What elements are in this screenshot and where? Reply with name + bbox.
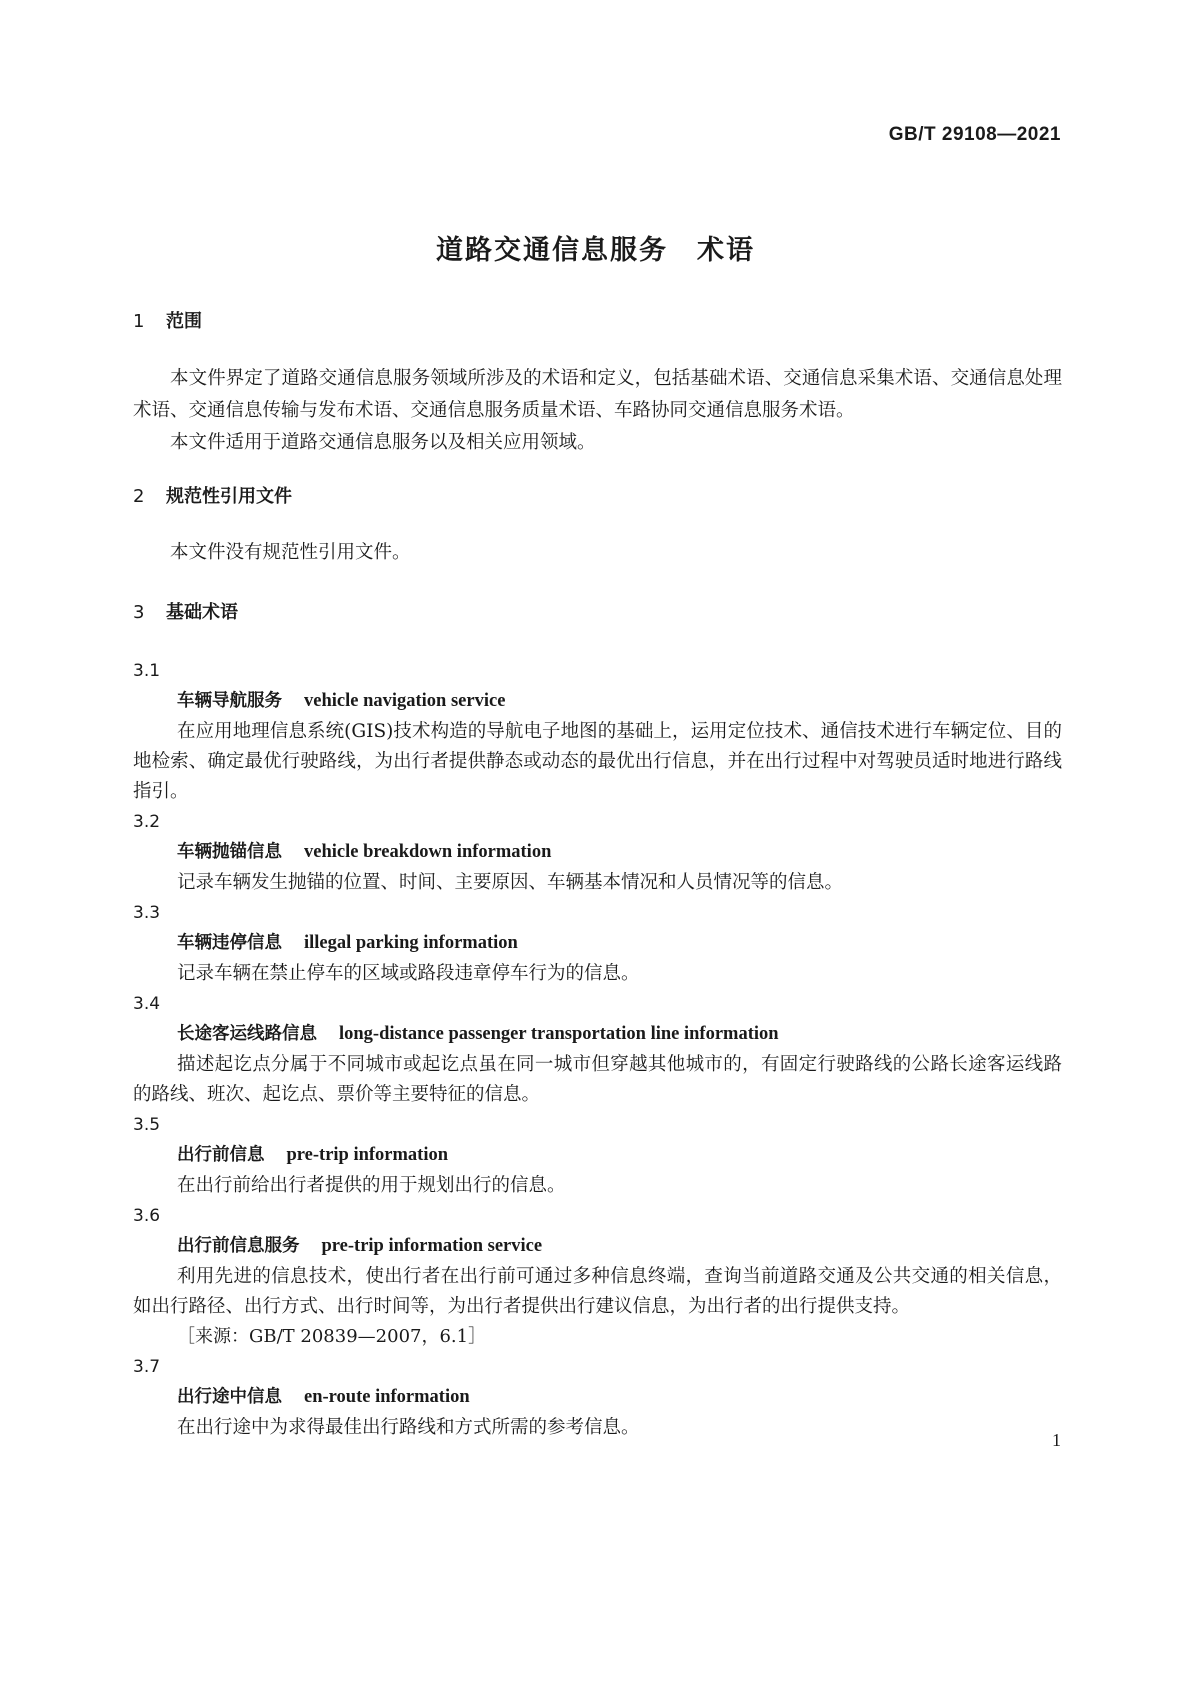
section-number: 3 [133,602,145,623]
paragraph: 本文件没有规范性引用文件。 [170,542,411,563]
term-number: 3.3 [133,903,161,923]
term-en: en-route information [304,1387,470,1407]
term-zh: 出行前信息服务 [177,1236,300,1256]
term-heading [133,1231,1062,1262]
term-en: pre-trip information service [321,1236,543,1256]
section-basic-terms [133,598,1062,628]
term-en: vehicle breakdown information [304,842,552,862]
section-title: 范围 [166,311,202,332]
term-definition: 在出行途中为求得最佳出行路线和方式所需的参考信息。 [177,1417,640,1438]
term-heading [133,686,1062,717]
term-entry [133,898,1062,989]
section-title: 基础术语 [166,602,238,623]
term-en: vehicle navigation service [304,691,506,711]
term-definition: 利用先进的信息技术，使出行者在出行前可通过多种信息终端，查询当前道路交通及公共交通的相关信息，如出行路径、出行方式、出行时间等，为出行者提供出行建议信息，为出行者的出行提供支持。 [133,1266,1062,1317]
term-number: 3.4 [133,994,161,1014]
section-number: 2 [133,486,145,507]
section-scope [133,307,1062,337]
term-number: 3.5 [133,1115,161,1135]
section-heading [133,307,1062,337]
paragraph: 本文件界定了道路交通信息服务领域所涉及的术语和定义，包括基础术语、交通信息采集术语、交通信息处理术语、交通信息传输与发布术语、交通信息服务质量术语、车路协同交通信息服务术语。 [133,368,1062,421]
term-definition: 记录车辆在禁止停车的区域或路段违章停车行为的信息。 [177,963,640,984]
term-list [133,656,1062,1443]
term-entry [133,807,1062,898]
term-en: long-distance passenger transportation line information [339,1024,779,1044]
standard-code: GB/T 29108—2021 [888,124,1061,145]
term-en: illegal parking information [304,933,518,953]
section-heading [133,598,1062,628]
term-number: 3.7 [133,1357,161,1377]
term-en: pre-trip information [286,1145,449,1165]
term-heading [133,928,1062,959]
term-definition: 记录车辆发生抛锚的位置、时间、主要原因、车辆基本情况和人员情况等的信息。 [177,872,844,893]
term-zh: 出行途中信息 [177,1387,282,1407]
section-heading [133,482,1062,512]
term-entry [133,989,1062,1110]
term-definition: 在出行前给出行者提供的用于规划出行的信息。 [177,1175,566,1196]
document-title: 道路交通信息服务 术语 [436,235,755,266]
section-scope-body [133,363,1062,459]
term-zh: 长途客运线路信息 [177,1024,317,1044]
term-zh: 出行前信息 [177,1145,265,1165]
term-definition: 在应用地理信息系统(GIS)技术构造的导航电子地图的基础上，运用定位技术、通信技术进行车辆定位、目的地检索、确定最优行驶路线，为出行者提供静态或动态的最优出行信息，并在出行过程中对驾驶员适时地进行路线指引。 [133,721,1062,802]
section-normative-references-body [133,537,1062,569]
term-heading [133,1019,1062,1050]
term-zh: 车辆抛锚信息 [177,842,282,862]
term-number: 3.1 [133,661,161,681]
term-source: ［来源：GB/T 20839—2007，6.1］ [177,1326,487,1347]
term-heading [133,1140,1062,1171]
term-definition: 描述起讫点分属于不同城市或起讫点虽在同一城市但穿越其他城市的，有固定行驶路线的公路长途客运线路的路线、班次、起讫点、票价等主要特征的信息。 [133,1054,1062,1105]
section-normative-references [133,482,1062,512]
paragraph: 本文件适用于道路交通信息服务以及相关应用领域。 [170,432,596,453]
section-number: 1 [133,311,145,332]
term-heading [133,837,1062,868]
term-entry [133,1201,1062,1352]
term-heading [133,1382,1062,1413]
page-number: 1 [1052,1430,1061,1450]
term-entry [133,1110,1062,1201]
term-entry [133,1352,1062,1443]
term-entry [133,656,1062,807]
term-number: 3.2 [133,812,161,832]
term-zh: 车辆导航服务 [177,691,282,711]
term-number: 3.6 [133,1206,161,1226]
term-zh: 车辆违停信息 [177,933,282,953]
section-title: 规范性引用文件 [166,486,292,507]
